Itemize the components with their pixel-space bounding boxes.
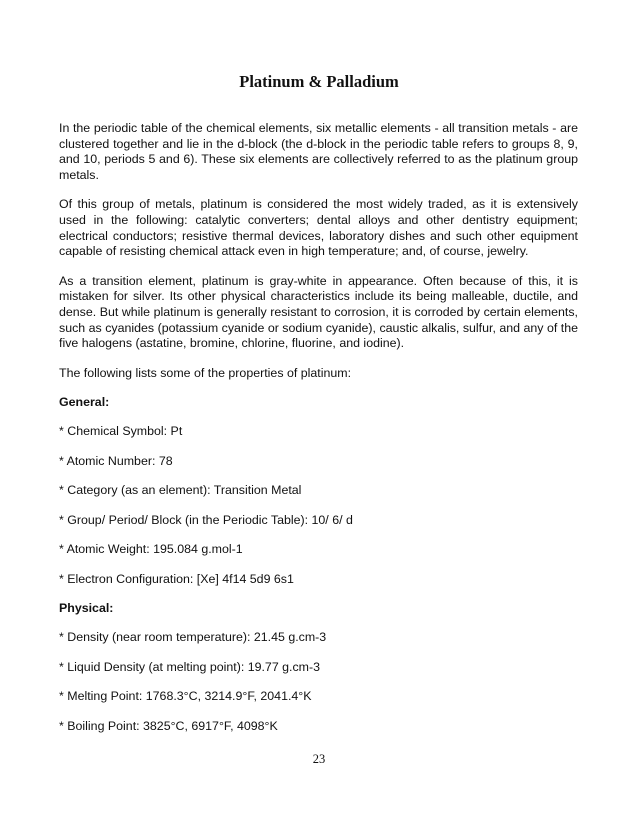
list-item: * Melting Point: 1768.3°C, 3214.9°F, 2041.4°K — [59, 689, 312, 704]
section-heading-physical: Physical: — [59, 601, 114, 616]
body-text — [59, 121, 578, 748]
page-title: Platinum & Palladium — [239, 72, 399, 91]
list-item: * Atomic Weight: 195.084 g.mol-1 — [59, 542, 243, 557]
paragraph-uses: Of this group of metals, platinum is considered the most widely traded, as it is extensively used in the following: catalytic converters; dental alloys and other dentistry equipment; electrical conductors; resistive thermal devices, laboratory dishes and such other equipment capable of resisting chemical attack even in high temperature; and, of course, jewelry. — [59, 197, 578, 259]
section-heading-general: General: — [59, 395, 110, 410]
list-item: * Density (near room temperature): 21.45 g.cm-3 — [59, 630, 327, 645]
list-item: * Atomic Number: 78 — [59, 453, 173, 468]
list-item: * Liquid Density (at melting point): 19.77 g.cm-3 — [59, 659, 321, 674]
page-number: 23 — [312, 752, 326, 766]
paragraph-intro: In the periodic table of the chemical elements, six metallic elements - all transition metals - are clustered together and lie in the d-block (the d-block in the periodic table refers to groups 8, 9, and 10, periods 5 and 6). These six elements are collectively referred to as the platinum group metals. — [59, 121, 578, 182]
list-item: * Group/ Period/ Block (in the Periodic Table): 10/ 6/ d — [59, 512, 353, 527]
list-item: * Category (as an element): Transition Metal — [59, 483, 302, 498]
list-item: * Electron Configuration: [Xe] 4f14 5d9 6s1 — [59, 571, 294, 586]
list-item: * Chemical Symbol: Pt — [59, 423, 183, 438]
paragraph-characteristics: As a transition element, platinum is gray-white in appearance. Often because of this, it is mistaken for silver. Its other physical characteristics include its being malleable, ductile, and dense. But while platinum is generally resistant to corrosion, it is corroded by certain elements, such as cyanides (potassium cyanide or sodium cyanide), caustic alkalis, sulfur, and any of the five halogens (astatine, bromine, chlorine, fluorine, and iodine). — [59, 273, 578, 351]
list-item: * Boiling Point: 3825°C, 6917°F, 4098°K — [59, 718, 278, 733]
paragraph-list-intro: The following lists some of the properties of platinum: — [59, 365, 352, 380]
